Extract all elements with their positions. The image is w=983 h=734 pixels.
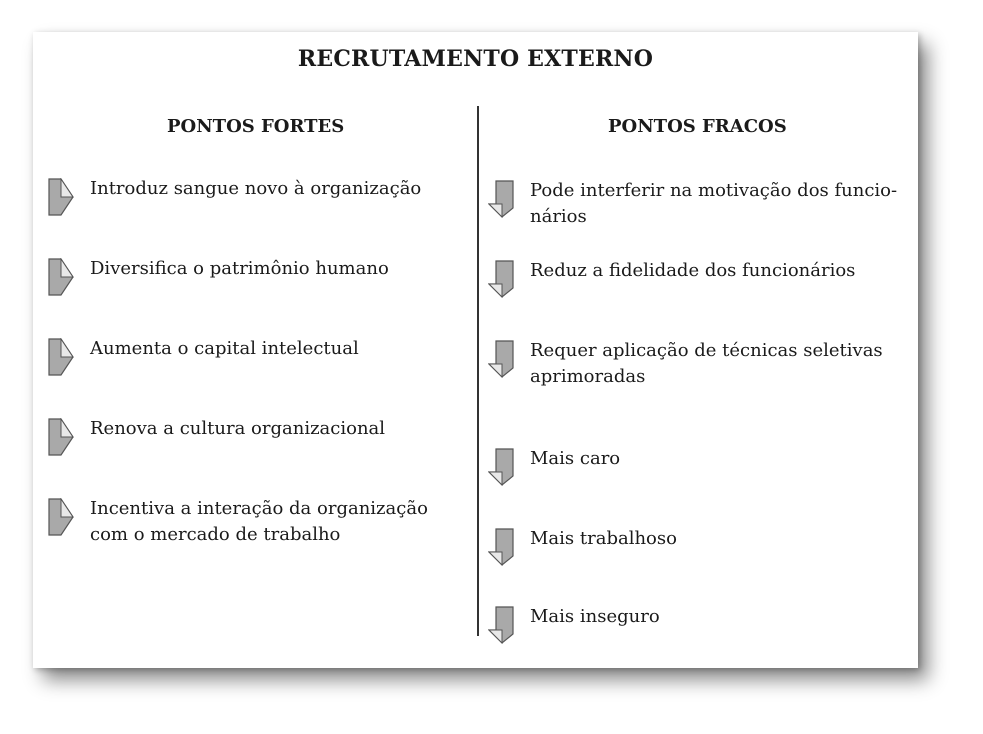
arrow-down-icon [488, 340, 514, 378]
strength-item-text: Diversifica o patrimônio humano [90, 258, 389, 279]
arrow-right-icon [48, 498, 74, 536]
weakness-item-text: Requer aplicação de técnicas seletivas aprimoradas [530, 340, 883, 387]
arrow-down-icon [488, 528, 514, 566]
arrow-right-icon [48, 258, 74, 296]
diagram-title: RECRUTAMENTO EXTERNO [297, 46, 654, 72]
strength-item [48, 256, 470, 296]
arrow-down-icon [488, 260, 514, 298]
weakness-item [488, 604, 908, 644]
weakness-item [488, 178, 908, 230]
weakness-item-text: Pode interferir na motivação dos funcio-nários [530, 180, 898, 227]
arrow-right-icon [48, 338, 74, 376]
weakness-item-text: Mais caro [530, 448, 621, 469]
weakness-item-text: Reduz a fidelidade dos funcionários [530, 260, 856, 281]
strengths-heading: PONTOS FORTES [167, 116, 345, 137]
weakness-item [488, 338, 908, 390]
strength-item-text: Renova a cultura organizacional [90, 418, 386, 439]
strength-item [48, 336, 470, 376]
strength-item-text: Incentiva a interação da organização com o mercado de trabalho [90, 498, 428, 545]
arrow-down-icon [488, 180, 514, 218]
strength-item [48, 416, 470, 456]
weakness-item-text: Mais inseguro [530, 606, 660, 627]
weakness-item [488, 258, 908, 298]
arrow-right-icon [48, 418, 74, 456]
weakness-item [488, 446, 908, 486]
diagram-card [33, 32, 918, 668]
weakness-item [488, 526, 908, 566]
column-divider [477, 106, 479, 636]
strength-item [48, 176, 470, 216]
arrow-down-icon [488, 606, 514, 644]
strength-item-text: Introduz sangue novo à organização [90, 178, 422, 199]
strength-item-text: Aumenta o capital intelectual [90, 338, 359, 359]
arrow-down-icon [488, 448, 514, 486]
strength-item [48, 496, 470, 548]
weaknesses-heading: PONTOS FRACOS [608, 116, 787, 137]
arrow-right-icon [48, 178, 74, 216]
weakness-item-text: Mais trabalhoso [530, 528, 677, 549]
